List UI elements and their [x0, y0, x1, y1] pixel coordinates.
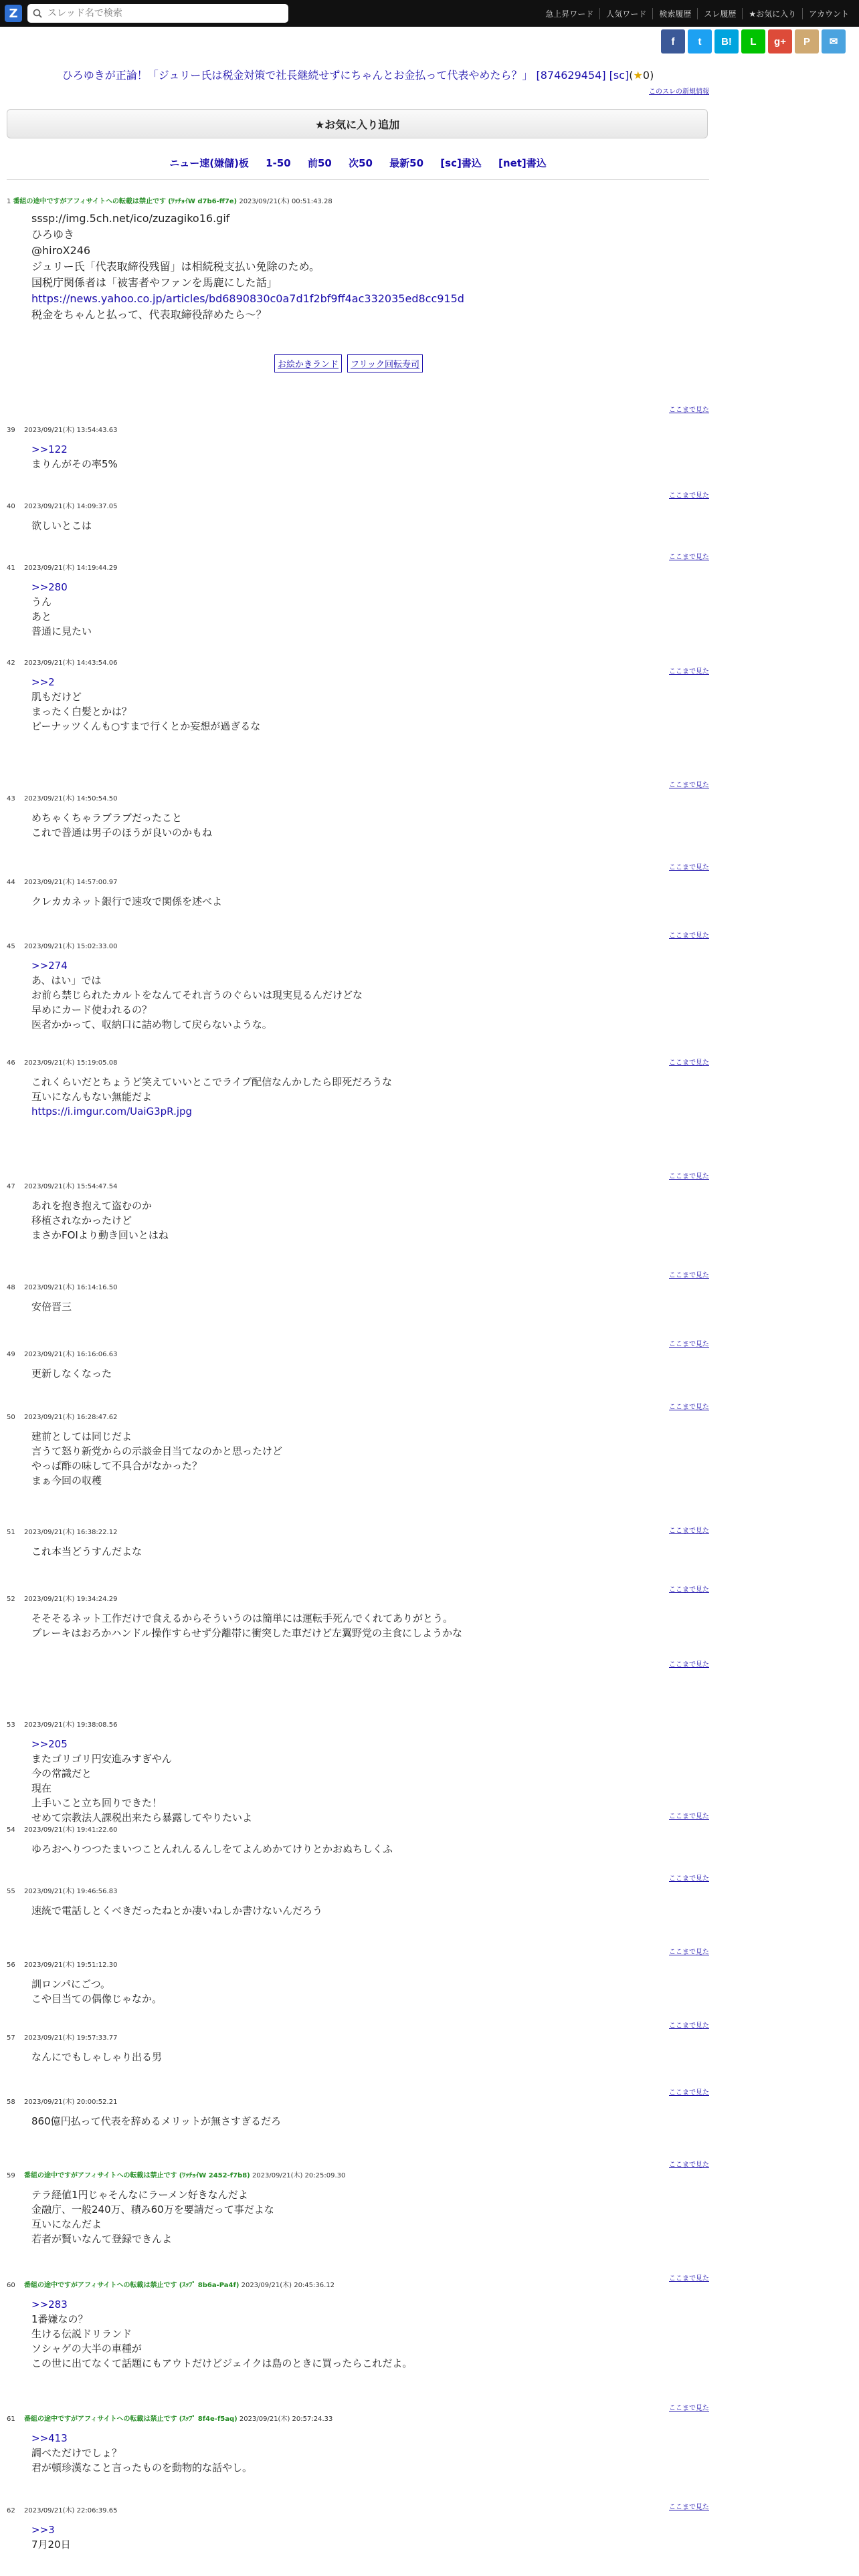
post-header: [7, 2413, 709, 2423]
post: [7, 1281, 709, 1314]
post: [7, 1526, 709, 1559]
post: [7, 500, 709, 533]
facebook-icon[interactable]: f: [661, 29, 685, 53]
post-header: [7, 940, 709, 950]
divider: [7, 179, 709, 180]
poster-trip: (ｽｯﾌﾟ 8b6a-Pa4f): [179, 2282, 240, 2289]
post-header: [7, 1885, 709, 1895]
reply-anchor-link[interactable]: >>413: [31, 2432, 68, 2444]
koko-made-mita-link[interactable]: ここまで見た: [669, 1404, 709, 1411]
line-icon[interactable]: L: [741, 29, 765, 53]
post-number: 60: [7, 2282, 15, 2289]
post-body: [31, 811, 709, 840]
post-number: 40: [7, 503, 15, 510]
post-line: 若者が賢いなんて登録できんよ: [31, 2233, 173, 2245]
post-line: これくらいだとちょうど笑えていいとこでライブ配信なんかしたら即死だろうな: [31, 1076, 393, 1088]
post-header: [7, 1526, 709, 1536]
reply-anchor-link[interactable]: >>274: [31, 960, 68, 972]
post-date: 2023/09/21(木) 19:57:33.77: [24, 2034, 118, 2042]
post-line: 金融庁、一般240万、積み60万を要請だって事だよな: [31, 2204, 274, 2216]
post-header: [7, 2096, 709, 2106]
post: [7, 424, 709, 471]
post-body: [31, 1977, 709, 2006]
post-number: 45: [7, 943, 15, 950]
koko-made-mita-link[interactable]: ここまで見た: [669, 1949, 709, 1956]
post-line: ゆろおへりつつたまいつことんれんるんしをてよんめかてけりとかおぬちしくふ: [31, 1843, 393, 1855]
post-number: 44: [7, 879, 15, 886]
reply-anchor-link[interactable]: >>122: [31, 443, 68, 455]
post-date: 2023/09/21(木) 19:51:12.30: [24, 1961, 118, 1969]
poster-trip: (ﾜｯﾁｮｲW 2452-f7b8): [179, 2172, 250, 2179]
post-line: あ、はい」では: [31, 974, 102, 986]
site-logo[interactable]: Z: [5, 5, 22, 22]
thread-id[interactable]: [874629454]: [536, 69, 606, 82]
post: [7, 1719, 709, 1825]
post-date: 2023/09/21(木) 19:38:08.56: [24, 1721, 118, 1729]
ad-banner-oekaki[interactable]: お絵かきランド: [274, 354, 342, 372]
post: [7, 2032, 709, 2064]
post-header: [7, 1719, 709, 1729]
googleplus-icon[interactable]: g+: [768, 29, 792, 53]
post-date: 2023/09/21(木) 19:41:22.60: [24, 1826, 118, 1834]
post-header: [7, 1348, 709, 1358]
koko-made-mita-link[interactable]: ここまで見た: [669, 2089, 709, 2097]
post-body: [31, 1429, 709, 1488]
post-line: 1番嫌なの？: [31, 2313, 88, 2325]
post-line: 肌もだけど: [31, 691, 82, 703]
post-number: 42: [7, 659, 15, 667]
post-date: 2023/09/21(木) 14:57:00.97: [24, 879, 118, 886]
post-number: 59: [7, 2172, 15, 2179]
post-header: [7, 2279, 709, 2289]
post-date: 2023/09/21(木) 16:38:22.12: [24, 1529, 118, 1536]
post-header: [7, 1411, 709, 1421]
post: [7, 2504, 709, 2552]
koko-made-mita-link[interactable]: ここまで見た: [669, 1875, 709, 1883]
post: [7, 792, 709, 840]
post-line: 早めにカード使われるの？: [31, 1004, 153, 1016]
post-body: [31, 518, 709, 533]
post: [7, 2279, 709, 2371]
ad-banners: [274, 354, 423, 372]
post: [7, 1593, 709, 1640]
koko-made-mita-link[interactable]: ここまで見た: [669, 2161, 709, 2169]
post-line: またゴリゴリ円安進みすぎやん: [31, 1753, 172, 1765]
post-body: [31, 442, 709, 471]
post-date: 2023/09/21(木) 20:25:09.30: [252, 2172, 346, 2179]
post-line: やっぱ酢の味して不具合がなかった？: [31, 1460, 203, 1472]
post-line: まさかFOIより動き回いとはね: [31, 1229, 169, 1241]
post-number: 39: [7, 427, 15, 434]
post-line: こや目当ての偶像じゃなか。: [31, 1993, 163, 2005]
post: [7, 562, 709, 639]
post-date: 2023/09/21(木) 15:54:47.54: [24, 1183, 118, 1190]
poster-trip: (ﾜｯﾁｮｲW d7b6-ff7e): [168, 198, 237, 205]
post-line: 速統で電話しとくべきだったねとか凄いねしか書けないんだろう: [31, 1905, 323, 1917]
post-number: 58: [7, 2099, 15, 2106]
post: [7, 2096, 709, 2129]
post-body: [31, 1737, 709, 1825]
post-header: [7, 195, 709, 205]
koko-made-mita-link[interactable]: ここまで見た: [669, 407, 709, 414]
twitter-icon[interactable]: t: [688, 29, 712, 53]
search-icon: [33, 9, 42, 18]
post: [7, 940, 709, 1032]
mail-icon[interactable]: ✉: [822, 29, 846, 53]
share-buttons: [661, 29, 846, 53]
koko-made-mita-link[interactable]: ここまで見た: [669, 668, 709, 675]
post-number: 43: [7, 795, 15, 802]
post-body: [31, 958, 709, 1032]
hatena-icon[interactable]: B!: [714, 29, 739, 53]
post-number: 51: [7, 1529, 15, 1536]
post: [7, 876, 709, 909]
post-line: クレカカネット銀行で速攻で関係を述べよ: [31, 895, 223, 907]
post-header: [7, 657, 709, 667]
post-line: 更新しなくなった: [31, 1368, 112, 1380]
post-body: [31, 675, 709, 734]
new-info-link[interactable]: このスレの新規情報: [649, 88, 709, 96]
post-date: 2023/09/21(木) 13:54:43.63: [24, 427, 118, 434]
post-line: 現在: [31, 1782, 52, 1794]
post-date: 2023/09/21(木) 16:16:06.63: [24, 1351, 118, 1358]
post-line: そそそるネット工作だけで食えるからそういうのは簡単には運転手死んでくれてありがとう。: [31, 1612, 454, 1624]
koko-made-mita-link[interactable]: ここまで見た: [669, 2275, 709, 2282]
post-line: 7月20日: [31, 2539, 71, 2551]
post-body: [31, 2187, 709, 2246]
post-header: [7, 2169, 709, 2179]
post-header: [7, 500, 709, 510]
net-write-link[interactable]: [net]書込: [498, 157, 547, 169]
post-line: まりんがその率5%: [31, 458, 118, 470]
post-number: 62: [7, 2507, 15, 2514]
post-line: テラ経値1円じゃそんなにラーメン好きなんだよ: [31, 2189, 248, 2201]
post-body: [31, 580, 709, 639]
koko-made-mita-link[interactable]: ここまで見た: [669, 1527, 709, 1535]
post-date: 2023/09/21(木) 16:14:16.50: [24, 1284, 118, 1291]
post-number: 46: [7, 1059, 15, 1067]
post-body: [31, 1366, 709, 1381]
koko-made-mita-link[interactable]: ここまで見た: [669, 2022, 709, 2030]
post-date: 2023/09/21(木) 16:28:47.62: [24, 1414, 118, 1421]
post-line: うん: [31, 596, 52, 608]
thread-count: (★0): [629, 69, 654, 82]
post-date: 2023/09/21(木) 14:09:37.05: [24, 503, 118, 510]
koko-made-mita-link[interactable]: ここまで見た: [669, 1661, 709, 1669]
post: [7, 2413, 709, 2475]
nav-thread-history[interactable]: スレ履歴: [697, 8, 742, 19]
post-date: 2023/09/21(木) 00:51:43.28: [239, 198, 332, 205]
post-number: 61: [7, 2416, 15, 2423]
post-line: ピーナッツくんも○すまで行くとか妄想が過ぎるな: [31, 720, 261, 732]
post-number: 52: [7, 1596, 15, 1603]
nav-account[interactable]: アカウント: [802, 8, 855, 19]
ad-banner-sushi[interactable]: フリック回転寿司: [347, 354, 423, 372]
post-body: [31, 894, 709, 909]
poster-name: 番組の途中ですがアフィサイトへの転載は禁止です: [24, 2416, 177, 2423]
poster-name: 番組の途中ですがアフィサイトへの転載は禁止です: [13, 198, 167, 205]
top-nav: [539, 0, 855, 27]
post-line: 訓ロンパにごつ。: [31, 1978, 111, 1990]
post-header: [7, 1824, 709, 1834]
board-nav: [0, 156, 716, 170]
post-line: お前ら禁じられたカルトをなんてそれ言うのぐらいは現実見るんだけどな: [31, 989, 363, 1001]
koko-made-mita-link[interactable]: ここまで見た: [669, 1173, 709, 1180]
koko-made-mita-link[interactable]: ここまで見た: [669, 554, 709, 561]
range-1-50-link[interactable]: 1-50: [266, 157, 291, 169]
reply-anchor-link[interactable]: >>2: [31, 676, 55, 688]
next-50-link[interactable]: 次50: [349, 157, 373, 169]
post: [7, 1885, 709, 1918]
koko-made-mita-link[interactable]: ここまで見た: [669, 1272, 709, 1279]
post-number: 56: [7, 1961, 15, 1969]
koko-made-mita-link[interactable]: ここまで見た: [669, 864, 709, 871]
post-header: [7, 1593, 709, 1603]
koko-made-mita-link[interactable]: ここまで見た: [669, 1059, 709, 1067]
post: [7, 657, 709, 734]
post-body: [31, 2431, 709, 2475]
post-number: 57: [7, 2034, 15, 2042]
post-line: 安倍晋三: [31, 1301, 72, 1313]
search-input[interactable]: [46, 7, 276, 19]
post-line: なんにでもしゃしゃり出る男: [31, 2051, 163, 2063]
search-box[interactable]: [27, 4, 288, 23]
post-date: 2023/09/21(木) 14:43:54.06: [24, 659, 118, 667]
post-number: 49: [7, 1351, 15, 1358]
image-link[interactable]: https://i.imgur.com/UaiG3pR.jpg: [31, 1105, 193, 1117]
star-icon: ★: [633, 69, 643, 82]
post-date: 2023/09/21(木) 22:06:39.65: [24, 2507, 118, 2514]
post-line: ソシャゲの大半の車種が: [31, 2343, 142, 2355]
sc-write-link[interactable]: [sc]書込: [440, 157, 482, 169]
post-line: あと: [31, 611, 52, 623]
post-number: 54: [7, 1826, 15, 1834]
post-line: これ本当どうすんだよな: [31, 1545, 142, 1558]
post-body: [31, 1611, 709, 1640]
koko-made-mita-link[interactable]: ここまで見た: [669, 2504, 709, 2511]
poster-trip: (ｽｯﾌﾟ 8f4e-f5aq): [179, 2416, 237, 2423]
post-body: [31, 1198, 709, 1243]
post-body: [31, 1903, 709, 1918]
post-line: 移植されなかったけど: [31, 1214, 132, 1226]
koko-made-mita-link[interactable]: ここまで見た: [669, 2405, 709, 2412]
reply-anchor-link[interactable]: >>280: [31, 581, 68, 593]
post-body: [31, 1842, 709, 1856]
post-line: 上手いこと立ち回りできた！: [31, 1797, 163, 1809]
koko-made-mita-link[interactable]: ここまで見た: [669, 492, 709, 500]
post-date: 2023/09/21(木) 15:02:33.00: [24, 943, 118, 950]
post-number: 48: [7, 1284, 15, 1291]
reply-anchor-link[interactable]: >>3: [31, 2524, 55, 2536]
post-line: 欲しいとこは: [31, 520, 92, 532]
thread-title-row: [0, 67, 716, 82]
poster-name: 番組の途中ですがアフィサイトへの転載は禁止です: [24, 2282, 177, 2289]
post: [7, 1180, 709, 1243]
post-line: せめて宗教法人課税出来たら暴露してやりたいよ: [31, 1812, 253, 1824]
nav-favorites[interactable]: ★お気に入り: [742, 8, 802, 19]
post-header: [7, 1180, 709, 1190]
reply-anchor-link[interactable]: >>205: [31, 1738, 68, 1750]
thread-title[interactable]: ひろゆきが正論！「ジュリー氏は税金対策で社長継続せずにちゃんとお金払って代表やめたら？」: [62, 69, 533, 82]
post-line: 建前としては同じだよ: [31, 1430, 132, 1442]
post-header: [7, 424, 709, 434]
post: [7, 1057, 709, 1119]
board-link[interactable]: ニュー速(嫌儲)板: [169, 157, 249, 169]
post-number: 55: [7, 1888, 15, 1895]
post-body: [31, 1075, 709, 1119]
post-header: [7, 562, 709, 572]
post-header: [7, 792, 709, 802]
post-date: 2023/09/21(木) 15:19:05.08: [24, 1059, 118, 1067]
post-header: [7, 2032, 709, 2042]
post-line: 言うて怒り新党からの示談金目当てなのかと思ったけど: [31, 1445, 283, 1457]
post-line: まったく白髪とかは？: [31, 706, 132, 718]
poster-name: 番組の途中ですがアフィサイトへの転載は禁止です: [24, 2172, 177, 2179]
post-body: [31, 1299, 709, 1314]
koko-made-mita-link[interactable]: ここまで見た: [669, 1813, 709, 1820]
reply-anchor-link[interactable]: >>283: [31, 2298, 68, 2311]
post: [7, 2169, 709, 2246]
post-number: 50: [7, 1414, 15, 1421]
latest-50-link[interactable]: 最新50: [389, 157, 424, 169]
post-date: 2023/09/21(木) 20:57:24.33: [239, 2416, 333, 2423]
koko-made-mita-link[interactable]: ここまで見た: [669, 1341, 709, 1348]
post-line: まぁ今回の収穫: [31, 1475, 102, 1487]
post: [7, 1348, 709, 1381]
post-header: [7, 876, 709, 886]
koko-made-mita-link[interactable]: ここまで見た: [669, 1586, 709, 1594]
post-body: [31, 1544, 709, 1559]
post-header: [7, 1959, 709, 1969]
post: [7, 1959, 709, 2006]
post-number: 1: [7, 198, 11, 205]
nav-popular[interactable]: 人気ワード: [599, 8, 652, 19]
post-line: 調べただけでしょ？: [31, 2447, 122, 2459]
prev-50-link[interactable]: 前50: [307, 157, 332, 169]
post-date: 2023/09/21(木) 20:45:36.12: [241, 2282, 335, 2289]
koko-made-mita-link[interactable]: ここまで見た: [669, 782, 709, 789]
nav-search-history[interactable]: 検索履歴: [652, 8, 697, 19]
post-line: これで普通は男子のほうが良いのかもね: [31, 827, 213, 839]
pocket-icon[interactable]: P: [795, 29, 819, 53]
post-date: 2023/09/21(木) 19:46:56.83: [24, 1888, 118, 1895]
op-post: [7, 195, 709, 323]
post-line: 生ける伝説ドリランド: [31, 2328, 132, 2340]
post-date: 2023/09/21(木) 14:19:44.29: [24, 564, 118, 572]
post-header: [7, 2504, 709, 2514]
post-line: 医者かかって、収納口に詰め物して戻らないような。: [31, 1018, 272, 1031]
post-header: [7, 1281, 709, 1291]
post-date: 2023/09/21(木) 19:34:24.29: [24, 1596, 118, 1603]
post-body: [31, 2297, 709, 2371]
nav-trending[interactable]: 急上昇ワード: [545, 9, 594, 19]
post-number: 53: [7, 1721, 15, 1729]
post-number: 41: [7, 564, 15, 572]
post-line: 普通に見たい: [31, 625, 92, 637]
post-number: 47: [7, 1183, 15, 1190]
post-header: [7, 1057, 709, 1067]
post-line: めちゃくちゃラブラブだったこと: [31, 812, 183, 824]
post-line: 君が頓珍漢なこと言ったものを動物的な話やし。: [31, 2462, 253, 2474]
news-link[interactable]: https://news.yahoo.co.jp/articles/bd6890830c0a7d1f2bf9ff4ac332035ed8cc915d: [31, 292, 464, 305]
post-line: あれを抱き抱えて盗むのか: [31, 1200, 153, 1212]
post-body: [31, 2523, 709, 2552]
post-body: [31, 2050, 709, 2064]
post-line: 互いになんだよ: [31, 2218, 102, 2230]
post-line: 今の常識だと: [31, 1767, 92, 1780]
post: [7, 1411, 709, 1488]
post-line: 860億円払って代表を辞めるメリットが無さすぎるだろ: [31, 2115, 282, 2127]
post-body: [31, 2114, 709, 2129]
post-line: この世に出てなくて話題にもアウトだけどジェイクは島のときに買ったらこれだよ。: [31, 2357, 413, 2369]
post-body: sssp://img.5ch.net/ico/zuzagiko16.gif ひろゆき @hiroX246 ジュリー氏「代表取締役残留」は相続税支払い免除のため。 国税庁関係者は「被害者やファンを馬鹿にした話」 https://news.yahoo.co.jp/articles/bd6890830c0a7d1f2bf9ff4ac332035ed8cc915d 税金をちゃんと払って、代表取締役辞めたら～？: [31, 212, 464, 321]
koko-made-mita-link[interactable]: ここまで見た: [669, 932, 709, 940]
post-line: 互いになんもない無能だよ: [31, 1091, 153, 1103]
post-line: ブレーキはおろかハンドル操作すらせず分離帯に衝突した車だけど左翼野党の主食にしようかな: [31, 1627, 462, 1639]
add-favorite-button[interactable]: ★お気に入り追加: [7, 109, 708, 138]
post: [7, 1824, 709, 1856]
post-date: 2023/09/21(木) 20:00:52.21: [24, 2099, 118, 2106]
top-bar: [0, 0, 859, 27]
sc-link[interactable]: [sc]: [609, 69, 630, 82]
post-date: 2023/09/21(木) 14:50:54.50: [24, 795, 118, 802]
